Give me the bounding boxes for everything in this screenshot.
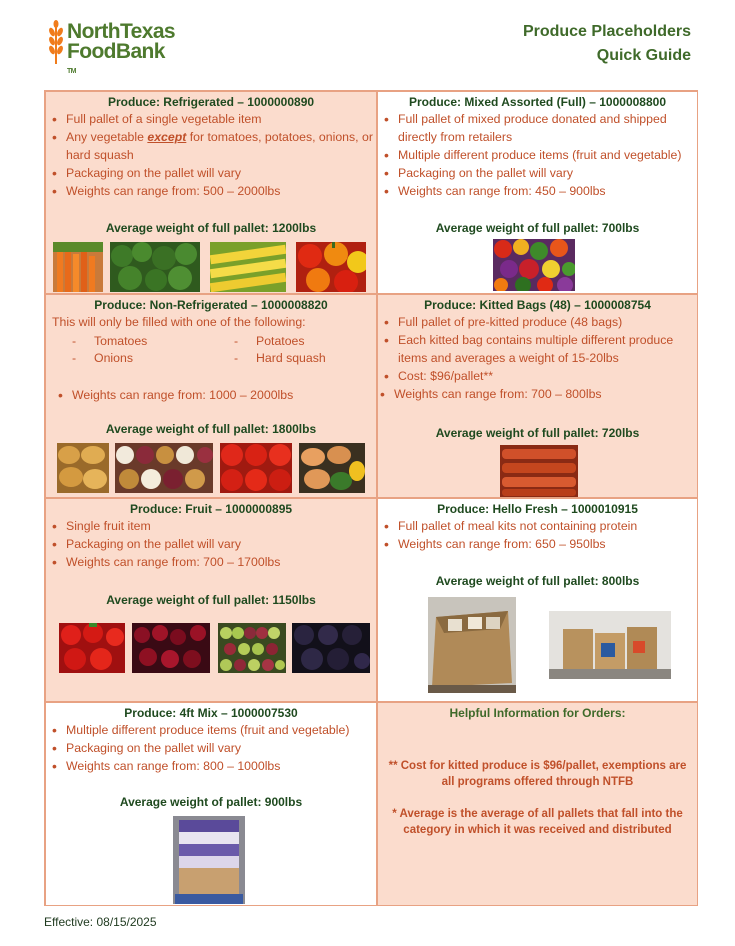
list-item: • Weights can range from: 500 – 2000lbs (52, 182, 376, 200)
logo (48, 20, 208, 75)
list-item: • Single fruit item (52, 517, 376, 535)
list-item: • Packaging on the pallet will vary (52, 164, 376, 182)
title-line-1: Produce Placeholders (522, 23, 691, 40)
potatoes-image (57, 443, 109, 493)
mix4ft-list (46, 721, 376, 775)
mix4ft-title: Produce: 4ft Mix – 1000007530 (124, 706, 298, 720)
list-item: • Packaging on the pallet will vary (52, 535, 376, 553)
meal-kit-box-image (428, 597, 516, 693)
nonref-bullets (52, 386, 293, 404)
list-item: • Weights can range from: 450 – 900lbs (384, 182, 697, 200)
strawberries-image (59, 623, 125, 673)
onions-image (115, 443, 213, 493)
list-item: • Cost: $96/pallet** (384, 367, 697, 385)
list-item: • Packaging on the pallet will vary (384, 164, 697, 182)
cell-hellofresh (377, 498, 698, 702)
page-title (523, 20, 691, 68)
fruit-avg: Average weight of full pallet: 1150lbs (106, 593, 316, 607)
cell-4ft-mix (45, 702, 377, 906)
list-item: • Multiple different produce items (fruit and vegetable) (52, 721, 376, 739)
nonref-list-right (234, 333, 326, 367)
text: Any vegetable (66, 130, 148, 144)
list-item: • Weights can range from: 700 – 1700lbs (52, 553, 376, 571)
fruit-title: Produce: Fruit – 1000000895 (129, 502, 293, 516)
list-item: - Hard squash (234, 350, 326, 367)
nonref-avg: Average weight of full pallet: 1800lbs (105, 422, 317, 436)
list-item: • Weights can range from: 700 – 800lbs (380, 385, 697, 403)
logo-text (67, 22, 175, 82)
list-item: • Weights can range from: 800 – 1000lbs (52, 757, 376, 775)
4ft-pallet-image (173, 816, 245, 904)
helpful-title: Helpful Information for Orders: (449, 706, 626, 720)
squash-image (299, 443, 365, 493)
list-item (52, 128, 376, 164)
nonref-intro: This will only be filled with one of the following: (52, 315, 306, 329)
refrigerated-title: Produce: Refrigerated – 1000000890 (107, 95, 315, 109)
fruit-list (46, 517, 376, 571)
list-item: • Multiple different produce items (fruit and vegetable) (384, 146, 697, 164)
meal-kit-bags-image (549, 611, 671, 679)
wheat-icon (48, 20, 64, 64)
cell-helpful-info (377, 702, 698, 906)
list-item: • Each kitted bag contains multiple different produce items and averages a weight of 15-20lbs (384, 331, 697, 367)
kitted-avg: Average weight of full pallet: 720lbs (435, 426, 640, 440)
carrots-image (53, 242, 103, 292)
cell-mixed (377, 91, 698, 294)
mixed-title: Produce: Mixed Assorted (Full) – 1000008800 (409, 95, 666, 109)
kitted-bags-image (500, 445, 578, 497)
title-line-2: Quick Guide (596, 47, 691, 64)
kitted-title: Produce: Kitted Bags (48) – 1000008754 (424, 298, 651, 312)
produce-grid (44, 90, 698, 906)
logo-line-1: NorthTexas (67, 20, 175, 43)
cherries-image (132, 623, 210, 673)
list-item: • Full pallet of a single vegetable item (52, 110, 376, 128)
mixed-avg: Average weight of full pallet: 700lbs (435, 221, 640, 235)
tomatoes-image (220, 443, 292, 493)
refrigerated-avg: Average weight of full pallet: 1200lbs (105, 221, 317, 235)
list-item: • Full pallet of meal kits not containing protein (384, 517, 697, 535)
helpful-note-2: * Average is the average of all pallets that fall into the category in which it was received and distributed (392, 808, 683, 836)
nonref-list-left (72, 333, 147, 367)
corn-image (210, 242, 286, 292)
list-item: • Full pallet of pre-kitted produce (48 bags) (384, 313, 697, 331)
helpful-note-1: ** Cost for kitted produce is $96/pallet, exemptions are all programs offered through NTFB (388, 760, 687, 788)
list-item: • Full pallet of mixed produce donated and shipped directly from retailers (384, 110, 697, 146)
logo-tm: TM (67, 68, 76, 75)
broccoli-image (110, 242, 200, 292)
mix4ft-avg: Average weight of pallet: 900lbs (119, 795, 303, 809)
text: for tomatoes, potatoes, onions, or hard squash (66, 130, 373, 162)
except-emphasis: except (147, 130, 187, 144)
hellofresh-avg: Average weight of full pallet: 800lbs (435, 574, 640, 588)
logo-line-2: FoodBank (67, 40, 165, 63)
list-item: • Packaging on the pallet will vary (52, 739, 376, 757)
kitted-list-2 (378, 385, 697, 403)
mixed-produce-image (493, 239, 575, 291)
cell-refrigerated (45, 91, 377, 294)
hellofresh-title: Produce: Hello Fresh – 1000010915 (437, 502, 638, 516)
blackberries-image (292, 623, 370, 673)
grapes-image (218, 623, 286, 673)
peppers-image (296, 242, 366, 292)
list-item: • Weights can range from: 650 – 950lbs (384, 535, 697, 553)
nonref-title: Produce: Non-Refrigerated – 1000008820 (94, 298, 328, 312)
list-item: - Potatoes (234, 333, 326, 350)
list-item: - Tomatoes (72, 333, 147, 350)
hellofresh-list (378, 517, 697, 553)
kitted-list (378, 313, 697, 385)
cell-nonref (45, 294, 377, 498)
cell-fruit (45, 498, 377, 702)
effective-date: Effective: 08/15/2025 (44, 915, 157, 929)
list-item: - Onions (72, 350, 147, 367)
list-item: • Weights can range from: 1000 – 2000lbs (58, 386, 293, 404)
refrigerated-list (46, 110, 376, 200)
cell-kitted (377, 294, 698, 498)
mixed-list (378, 110, 697, 200)
